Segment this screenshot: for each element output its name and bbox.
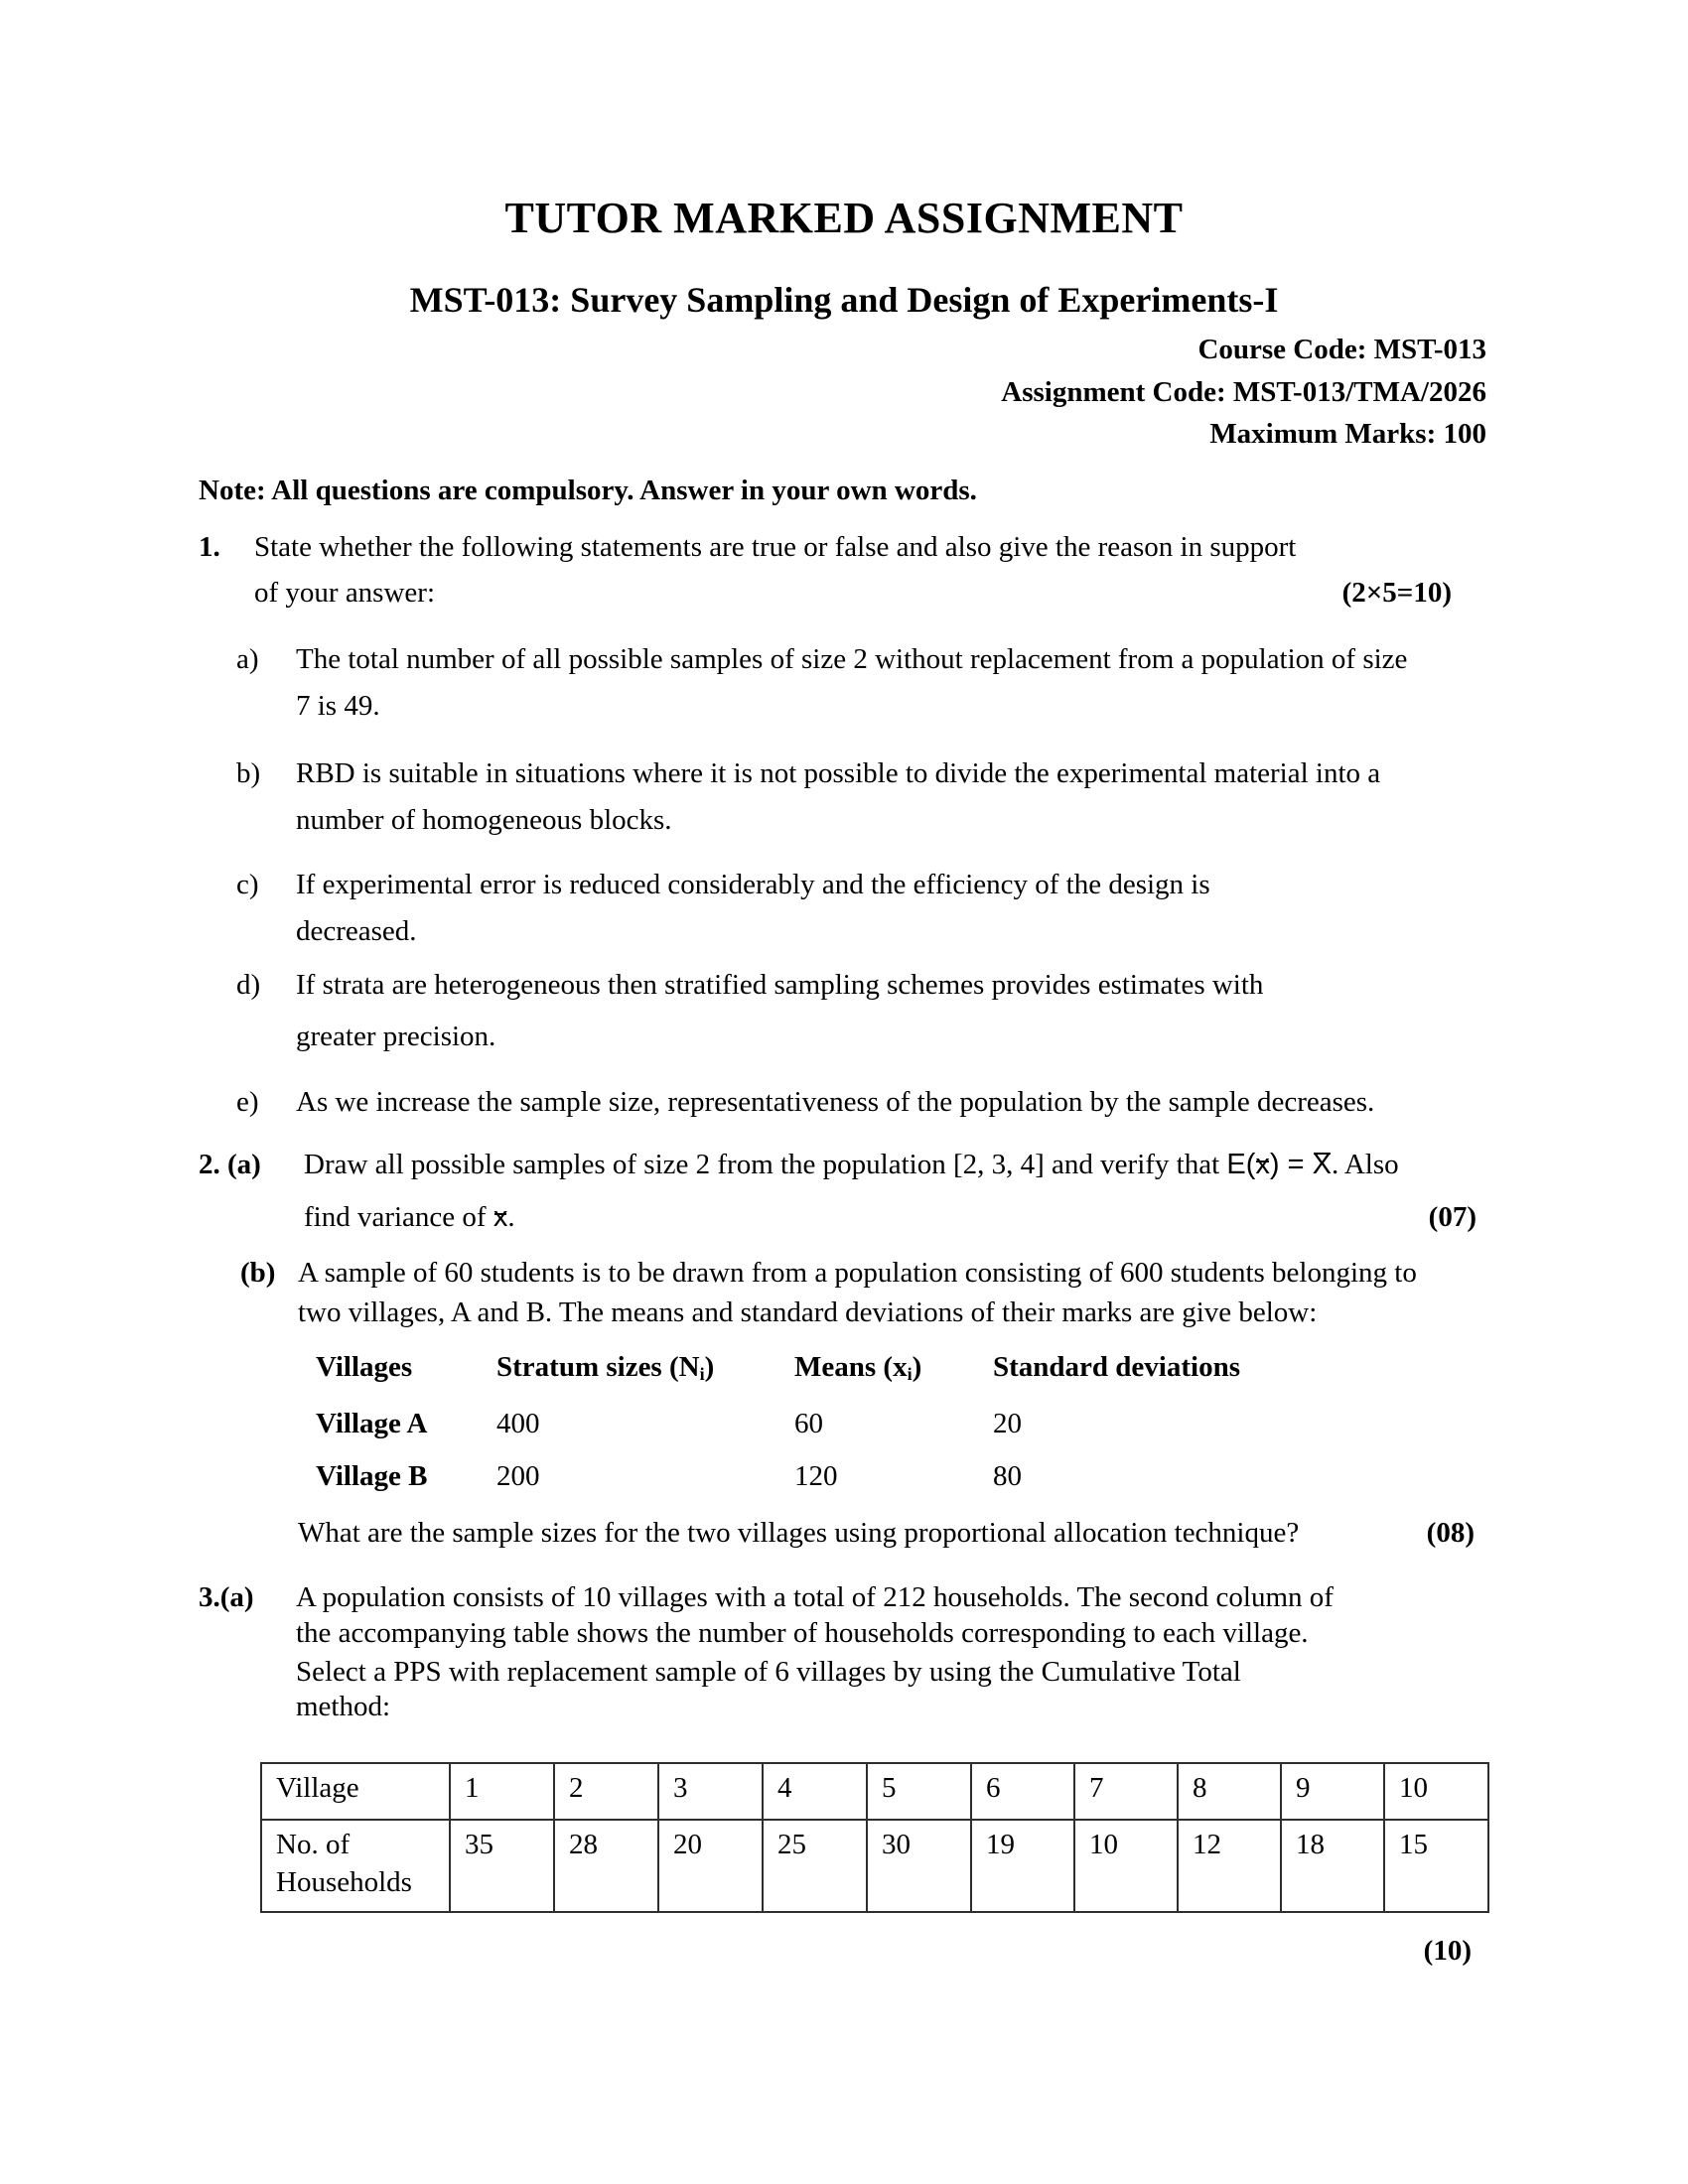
q1-marks: (2×5=10): [1341, 577, 1452, 609]
village-2: 2: [554, 1763, 658, 1820]
col-header-villages: Villages: [316, 1351, 413, 1383]
page-title: TUTOR MARKED ASSIGNMENT: [504, 194, 1184, 242]
course-code: Course Code: MST-013: [1197, 334, 1486, 365]
course-title: MST-013: Survey Sampling and Design of Experiments-I: [409, 280, 1279, 320]
q2b-question-line: What are the sample sizes for the two villages using proportional allocation technique?: [298, 1517, 1300, 1549]
village-7: 7: [1074, 1763, 1178, 1820]
item-e-line-1: As we increase the sample size, representativeness of the population by the sample decreases.: [296, 1086, 1375, 1118]
note-line: Note: All questions are compulsory. Answer in your own words.: [199, 475, 977, 506]
q2b-number: (b): [240, 1257, 276, 1289]
q2b-line-2: two villages, A and B. The means and standard deviations of their marks are give below:: [298, 1297, 1318, 1328]
households-9: 18: [1281, 1820, 1384, 1912]
item-d-line-1: If strata are heterogeneous then stratified sampling schemes provides estimates with: [296, 969, 1264, 1001]
village-8: 8: [1178, 1763, 1281, 1820]
q1-line-1: State whether the following statements are true or false and also give the reason in support: [254, 531, 1297, 563]
math-xbar: x: [492, 1201, 508, 1233]
village-a-std: 20: [993, 1408, 1022, 1439]
q2a-number: 2. (a): [199, 1149, 261, 1180]
households-1: 35: [450, 1820, 554, 1912]
q3a-number: 3.(a): [199, 1581, 254, 1613]
overline-bar: [1256, 1160, 1269, 1162]
item-b-line-1: RBD is suitable in situations where it is not possible to divide the experimental material into a: [296, 757, 1381, 789]
table-row-households: [261, 1820, 1488, 1912]
math-Xbar: X: [1312, 1149, 1332, 1180]
households-4: 25: [763, 1820, 867, 1912]
item-c-marker: c): [236, 869, 259, 900]
village-1: 1: [450, 1763, 554, 1820]
math-equals: ) =: [1269, 1149, 1313, 1180]
row-label-households: No. of Households: [261, 1820, 450, 1912]
math-xbar: x: [1255, 1149, 1270, 1180]
q3a-marks: (10): [1423, 1935, 1472, 1967]
col-header-means: Means $(x_i)$: [794, 1351, 922, 1384]
q1-line-2: of your answer:: [254, 577, 436, 609]
households-10: 15: [1384, 1820, 1488, 1912]
item-a-marker: a): [236, 643, 259, 675]
households-3: 20: [658, 1820, 763, 1912]
col-header-standard-deviations: Standard deviations: [993, 1351, 1240, 1383]
village-5: 5: [867, 1763, 971, 1820]
item-b-marker: b): [236, 757, 261, 789]
overline-bar: [494, 1213, 507, 1215]
q3a-line-3: Select a PPS with replacement sample of 6 villages by using the Cumulative Total: [296, 1656, 1241, 1688]
households-table: [260, 1762, 1489, 1913]
col-header-stratum-sizes: Stratum sizes $(N_i)$: [496, 1351, 715, 1384]
village-b-stratum: 200: [496, 1460, 540, 1492]
q2a-marks: (07): [1428, 1201, 1477, 1233]
q2b-marks: (08): [1426, 1517, 1475, 1549]
item-d-line-2: greater precision.: [296, 1021, 496, 1052]
q3a-line-4: method:: [296, 1691, 391, 1722]
q2a-line-2: [304, 1203, 515, 1232]
maximum-marks: Maximum Marks: 100: [1209, 418, 1486, 450]
item-a-line-1: The total number of all possible samples of size 2 without replacement from a population of size: [296, 643, 1408, 675]
village-b-std: 80: [993, 1460, 1022, 1492]
item-c-line-2: decreased.: [296, 915, 417, 947]
village-b-label: Village B: [316, 1460, 428, 1492]
row-label-village: Village: [261, 1763, 450, 1820]
overline-bar: [1314, 1153, 1331, 1155]
q3a-line-1: A population consists of 10 villages with a total of 212 households. The second column of: [296, 1581, 1334, 1613]
q2a-line2-tail: .: [507, 1201, 515, 1233]
village-a-mean: 60: [794, 1408, 823, 1439]
q2a-line1-tail: . Also: [1331, 1149, 1399, 1180]
assignment-code: Assignment Code: MST-013/TMA/2026: [1001, 376, 1486, 408]
village-4: 4: [763, 1763, 867, 1820]
households-8: 12: [1178, 1820, 1281, 1912]
item-d-marker: d): [236, 969, 261, 1001]
village-10: 10: [1384, 1763, 1488, 1820]
item-c-line-1: If experimental error is reduced considerably and the efficiency of the design is: [296, 869, 1210, 900]
item-a-line-2: 7 is 49.: [296, 690, 380, 722]
item-b-line-2: number of homogeneous blocks.: [296, 804, 672, 836]
households-2: 28: [554, 1820, 658, 1912]
item-e-marker: e): [236, 1086, 259, 1118]
households-7: 10: [1074, 1820, 1178, 1912]
village-a-label: Village A: [316, 1408, 428, 1439]
q2a-line-1: [304, 1151, 1399, 1179]
q2b-line-1: A sample of 60 students is to be drawn from a population consisting of 600 students belonging to: [298, 1257, 1417, 1289]
q3a-line-2: the accompanying table shows the number of households corresponding to each village.: [296, 1617, 1309, 1649]
village-b-mean: 120: [794, 1460, 838, 1492]
village-9: 9: [1281, 1763, 1384, 1820]
village-3: 3: [658, 1763, 763, 1820]
households-6: 19: [971, 1820, 1074, 1912]
village-a-stratum: 400: [496, 1408, 540, 1439]
village-6: 6: [971, 1763, 1074, 1820]
q2a-line2-text: find variance of: [304, 1201, 493, 1233]
table-row-villages: [261, 1763, 1488, 1820]
math-expectation-open: E(: [1226, 1149, 1256, 1180]
q2a-line1-text: Draw all possible samples of size 2 from the population [2, 3, 4] and verify that: [304, 1149, 1227, 1180]
q1-number: 1.: [199, 531, 220, 563]
households-5: 30: [867, 1820, 971, 1912]
